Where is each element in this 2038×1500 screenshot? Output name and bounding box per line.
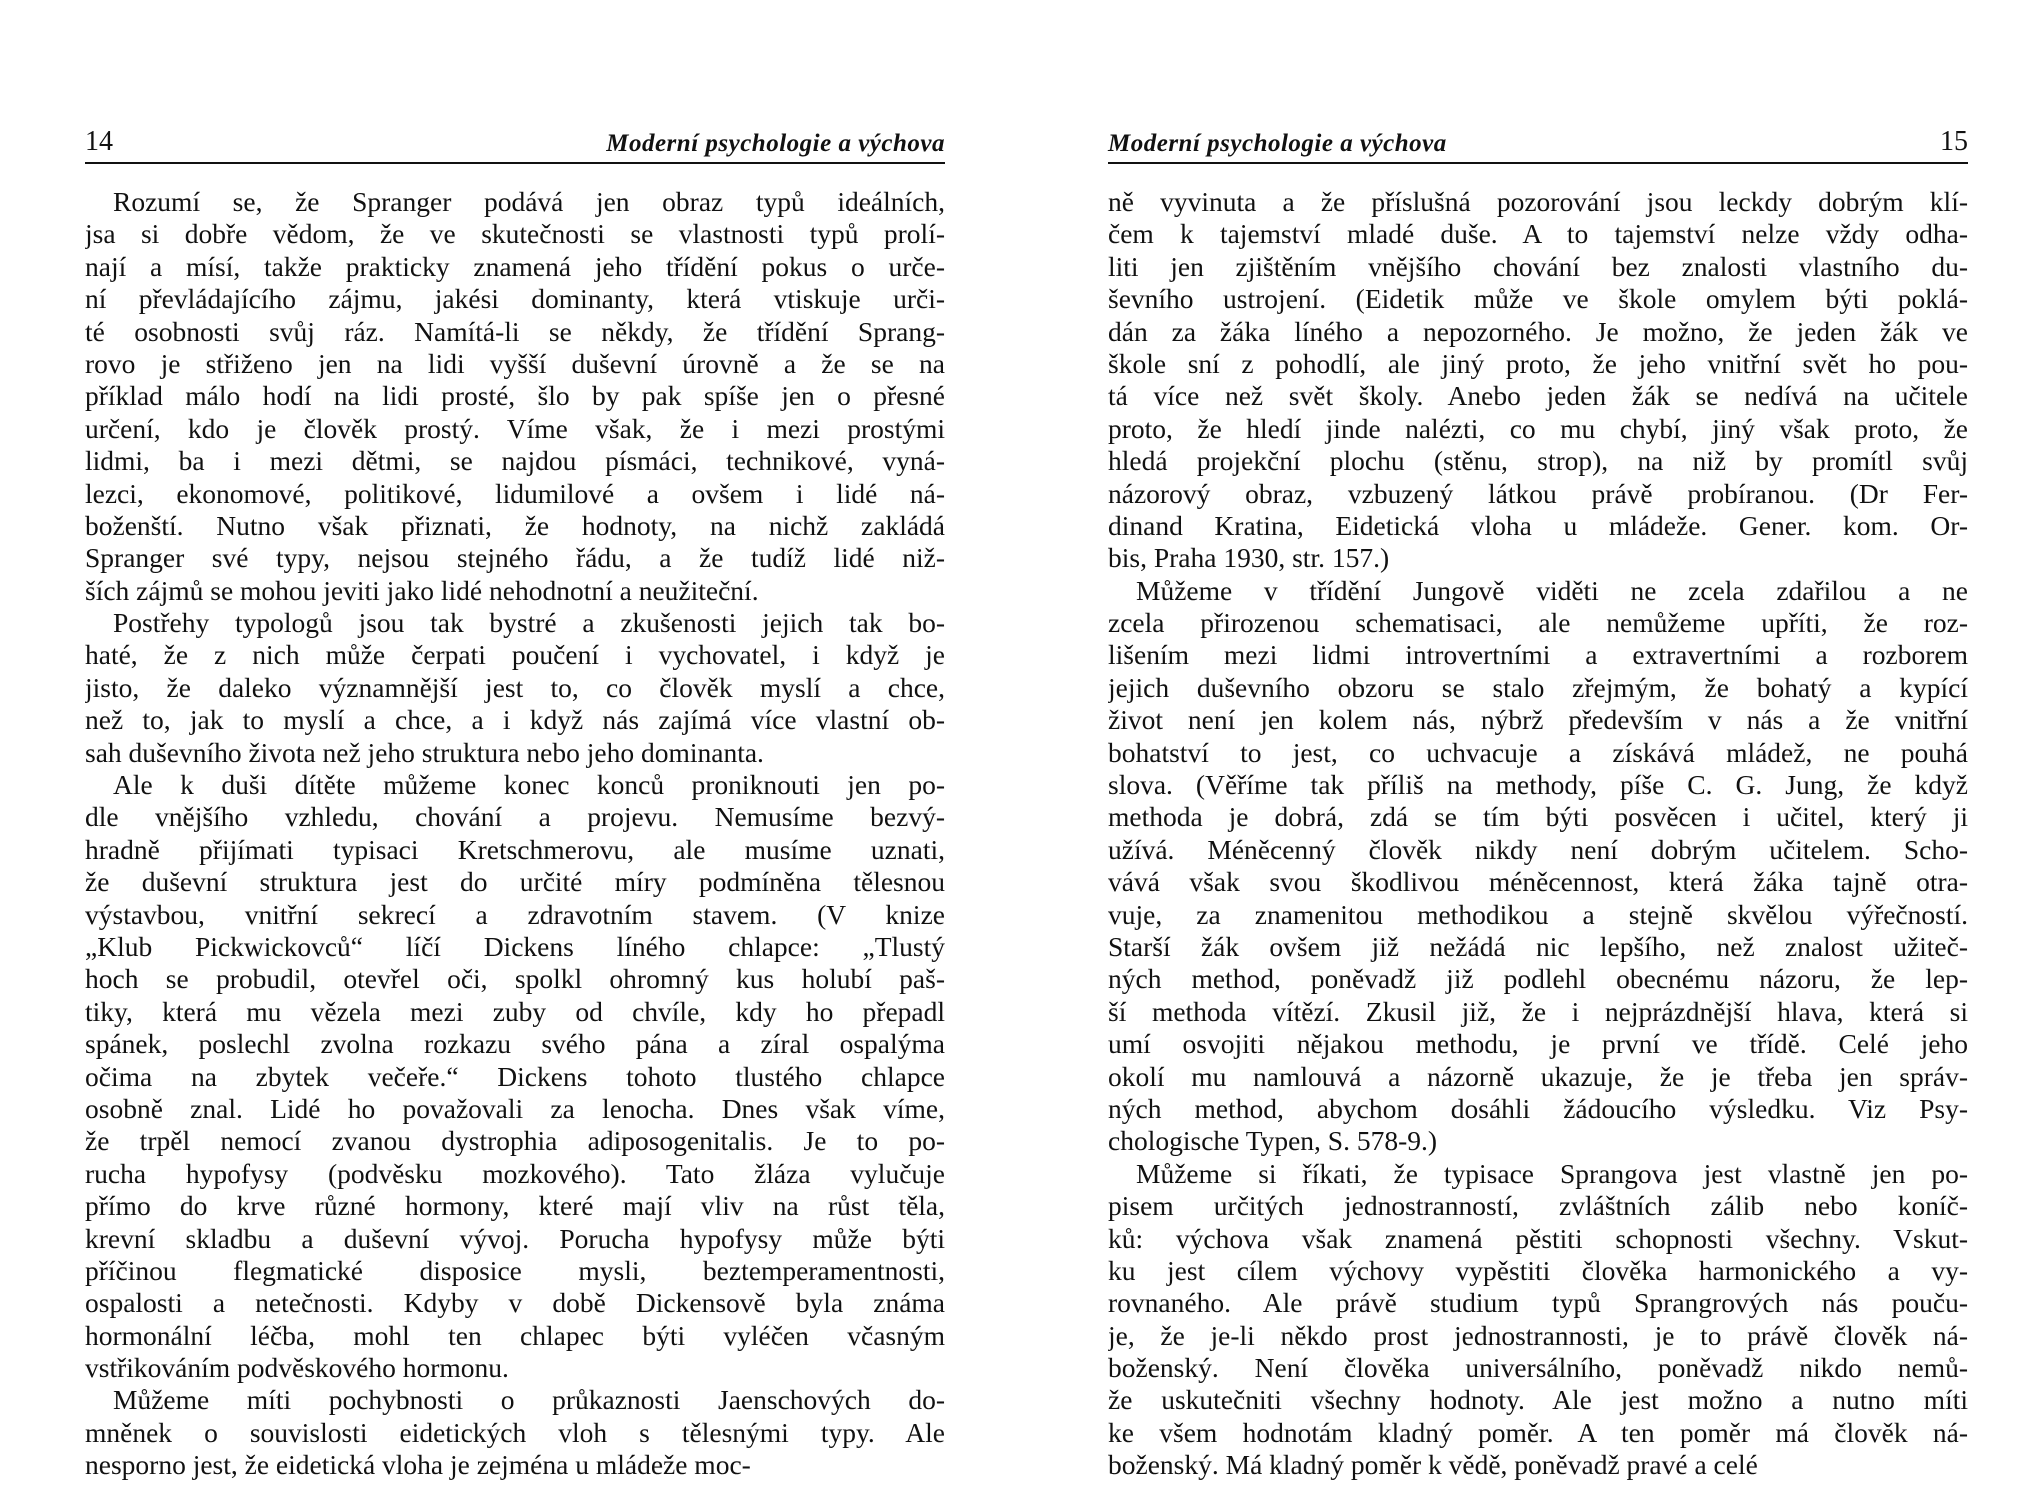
text-line: bohatství to jest, co uchvacuje a získává mládež, ne pouhá	[1108, 736, 1968, 768]
text-line: haté, že z nich může čerpati poučení i vychovatel, i když je	[85, 639, 945, 671]
text-line: že uskutečniti všechny hodnoty. Ale jest možno a nutno míti	[1108, 1384, 1968, 1416]
running-title: Moderní psychologie a výchova	[606, 130, 945, 157]
text-line: očima na zbytek večeře.“ Dickens tohoto tlustého chlapce	[85, 1060, 945, 1092]
text-line: zcela přirozenou schematisaci, ale nemůžeme upříti, že roz-	[1108, 607, 1968, 639]
text-line: sah duševního života než jeho struktura nebo jeho dominanta.	[85, 736, 764, 768]
text-line: té osobnosti svůj ráz. Namítá-li se někdy, že třídění Sprang-	[85, 315, 945, 347]
text-line: jejich duševního obzoru se stalo zřejmým, že bohatý a kypící	[1108, 671, 1968, 703]
text-line: příklad málo hodí na lidi prosté, šlo by pak spíše jen o přesné	[85, 380, 945, 412]
text-line: hledá projekční plochu (stěnu, strop), na niž by promítl svůj	[1108, 445, 1968, 477]
right-page-body	[1108, 186, 1968, 1482]
text-line: škole sní z pohodlí, ale jiný proto, že jeho vnitřní svět ho pou-	[1108, 347, 1968, 379]
text-line: ke všem hodnotám kladný poměr. A ten poměr má člověk ná-	[1108, 1416, 1968, 1448]
text-line: že duševní struktura jest do určité míry podmíněna tělesnou	[85, 866, 945, 898]
text-line: určení, kdo je člověk prostý. Víme však, že i mezi prostými	[85, 412, 945, 444]
text-line: nesporno jest, že eidetická vloha je zejména u mládeže moc-	[85, 1449, 751, 1481]
text-line: Můžeme míti pochybnosti o průkaznosti Jaenschových do-	[113, 1384, 945, 1416]
text-line: vává však svou škodlivou méněcennost, která žáka tajně otra-	[1108, 866, 1968, 898]
text-line: „Klub Pickwickovců“ líčí Dickens líného chlapce: „Tlustý	[85, 930, 945, 962]
text-line: Postřehy typologů jsou tak bystré a zkušenosti jejich tak bo-	[113, 607, 945, 639]
text-line: lidmi, ba i mezi dětmi, se najdou písmáci, technikové, vyná-	[85, 445, 945, 477]
text-line: ných method, poněvadž již podlehl obecnému názoru, že lep-	[1108, 963, 1968, 995]
text-line: příčinou flegmatické disposice mysli, beztemperamentnosti,	[85, 1254, 945, 1286]
text-line: umí osvojiti nějakou methodu, je první ve třídě. Celé jeho	[1108, 1028, 1968, 1060]
text-line: názorový obraz, vzbuzený látkou právě probíranou. (Dr Fer-	[1108, 477, 1968, 509]
text-line: vstřikováním podvěskového hormonu.	[85, 1352, 509, 1384]
text-line: tiky, která mu vězela mezi zuby od chvíle, kdy ho přepadl	[85, 995, 945, 1027]
text-line: užívá. Méněcenný člověk nikdy není dobrým učitelem. Scho-	[1108, 833, 1968, 865]
text-line: proto, že hledí jinde nalézti, co mu chybí, jiný však proto, že	[1108, 412, 1968, 444]
text-line: vuje, za znamenitou methodikou a stejně skvělou výřečností.	[1108, 898, 1968, 930]
text-line: methoda je dobrá, zdá se tím býti posvěcen i učitel, který ji	[1108, 801, 1968, 833]
text-line: osobně znal. Lidé ho považovali za lenocha. Dnes však víme,	[85, 1092, 945, 1124]
text-line: chologische Typen, S. 578-9.)	[1108, 1125, 1438, 1157]
text-line: nají a mísí, takže prakticky znamená jeho třídění pokus o urče-	[85, 250, 945, 282]
left-page-body	[85, 186, 945, 1482]
page-number: 14	[85, 126, 113, 157]
text-line: přímo do krve různé hormony, které mají vliv na růst těla,	[85, 1190, 945, 1222]
text-line: ných method, abychom dosáhli žádoucího výsledku. Viz Psy-	[1108, 1092, 1968, 1124]
left-page	[85, 0, 945, 1500]
text-line: Můžeme si říkati, že typisace Sprangova jest vlastně jen po-	[1136, 1157, 1968, 1189]
text-line: lišením mezi lidmi introvertními a extravertními a rozborem	[1108, 639, 1968, 671]
text-line: mněnek o souvislosti eidetických vloh s tělesnými typy. Ale	[85, 1416, 945, 1448]
text-line: Starší žák ovšem již nežádá nic lepšího, než znalost užiteč-	[1108, 930, 1968, 962]
text-line: jisto, že daleko významnější jest to, co člověk myslí a chce,	[85, 671, 945, 703]
text-line: boženský. Není člověka universálního, poněvadž nikdo nemů-	[1108, 1352, 1968, 1384]
text-line: než to, jak to myslí a chce, a i když nás zajímá více vlastní ob-	[85, 704, 945, 736]
text-line: výstavbou, vnitřní sekrecí a zdravotním stavem. (V knize	[85, 898, 945, 930]
text-line: ně vyvinuta a že příslušná pozorování jsou leckdy dobrým klí-	[1108, 186, 1968, 217]
right-page	[1108, 0, 1968, 1500]
text-line: Ale k duši dítěte můžeme konec konců proniknouti jen po-	[113, 769, 945, 801]
text-line: čem k tajemství mladé duše. A to tajemství nelze vždy odha-	[1108, 218, 1968, 250]
running-title: Moderní psychologie a výchova	[1108, 130, 1447, 157]
text-line: ku jest cílem výchovy vypěstiti člověka harmonického a vy-	[1108, 1254, 1968, 1286]
text-line: spánek, poslechl zvolna rozkazu svého pána a zíral ospalýma	[85, 1028, 945, 1060]
text-line: hoch se probudil, otevřel oči, spolkl ohromný kus holubí paš-	[85, 963, 945, 995]
text-line: Rozumí se, že Spranger podává jen obraz typů ideálních,	[113, 186, 945, 217]
text-line: jsa si dobře vědom, že ve skutečnosti se vlastnosti typů prolí-	[85, 218, 945, 250]
text-line: rucha hypofysy (podvěsku mozkového). Tato žláza vylučuje	[85, 1157, 945, 1189]
text-line: boženský. Má kladný poměr k vědě, poněvadž pravé a celé	[1108, 1449, 1758, 1481]
text-line: ní převládajícího zájmu, jakési dominanty, která vtiskuje urči-	[85, 283, 945, 315]
text-line: Můžeme v třídění Jungově viděti ne zcela zdařilou a ne	[1136, 574, 1968, 606]
text-line: lezci, ekonomové, politikové, lidumilové a ovšem i lidé ná-	[85, 477, 945, 509]
text-line: Spranger své typy, nejsou stejného řádu, a že tudíž lidé niž-	[85, 542, 945, 574]
text-line: dinand Kratina, Eidetická vloha u mládeže. Gener. kom. Or-	[1108, 509, 1968, 541]
text-line: bis, Praha 1930, str. 157.)	[1108, 542, 1390, 574]
text-line: tá více než svět školy. Anebo jeden žák se nedívá na učitele	[1108, 380, 1968, 412]
text-line: ospalosti a netečnosti. Kdyby v době Dickensově byla známa	[85, 1287, 945, 1319]
text-line: slova. (Věříme tak příliš na methody, píše C. G. Jung, že když	[1108, 769, 1968, 801]
page-number: 15	[1940, 126, 1968, 157]
text-line: je, že je-li někdo prost jednostrannosti, je to právě člověk ná-	[1108, 1319, 1968, 1351]
text-line: ší methoda vítězí. Zkusil již, že i nejprázdnější hlava, která si	[1108, 995, 1968, 1027]
text-line: pisem určitých jednostranností, zvláštních zálib nebo koníč-	[1108, 1190, 1968, 1222]
text-line: krevní skladbu a duševní vývoj. Porucha hypofysy může býti	[85, 1222, 945, 1254]
text-line: ků: výchova však znamená pěstiti schopnosti všechny. Vskut-	[1108, 1222, 1968, 1254]
text-line: ševního ustrojení. (Eidetik může ve škole omylem býti poklá-	[1108, 283, 1968, 315]
left-page-header	[85, 126, 945, 164]
text-line: hormonální léčba, mohl ten chlapec býti vyléčen včasným	[85, 1319, 945, 1351]
text-line: dán za žáka líného a nepozorného. Je možno, že jeden žák ve	[1108, 315, 1968, 347]
text-line: rovo je střiženo jen na lidi vyšší duševní úrovně a že se na	[85, 347, 945, 379]
text-line: hradně přijímati typisaci Kretschmerovu, ale musíme uznati,	[85, 833, 945, 865]
text-line: okolí mu namlouvá a názorně ukazuje, že je třeba jen správ-	[1108, 1060, 1968, 1092]
text-line: dle vnějšího vzhledu, chování a projevu. Nemusíme bezvý-	[85, 801, 945, 833]
text-line: že trpěl nemocí zvanou dystrophia adiposogenitalis. Je to po-	[85, 1125, 945, 1157]
text-line: ších zájmů se mohou jeviti jako lidé nehodnotní a neužiteční.	[85, 574, 759, 606]
text-line: život není jen kolem nás, nýbrž především v nás a že vnitřní	[1108, 704, 1968, 736]
text-line: rovnaného. Ale právě studium typů Sprangrových nás pouču-	[1108, 1287, 1968, 1319]
text-line: liti jen zjištěním vnějšího chování bez znalosti vlastního du-	[1108, 250, 1968, 282]
right-page-header	[1108, 126, 1968, 164]
text-line: boženští. Nutno však přiznati, že hodnoty, na nichž zakládá	[85, 509, 945, 541]
